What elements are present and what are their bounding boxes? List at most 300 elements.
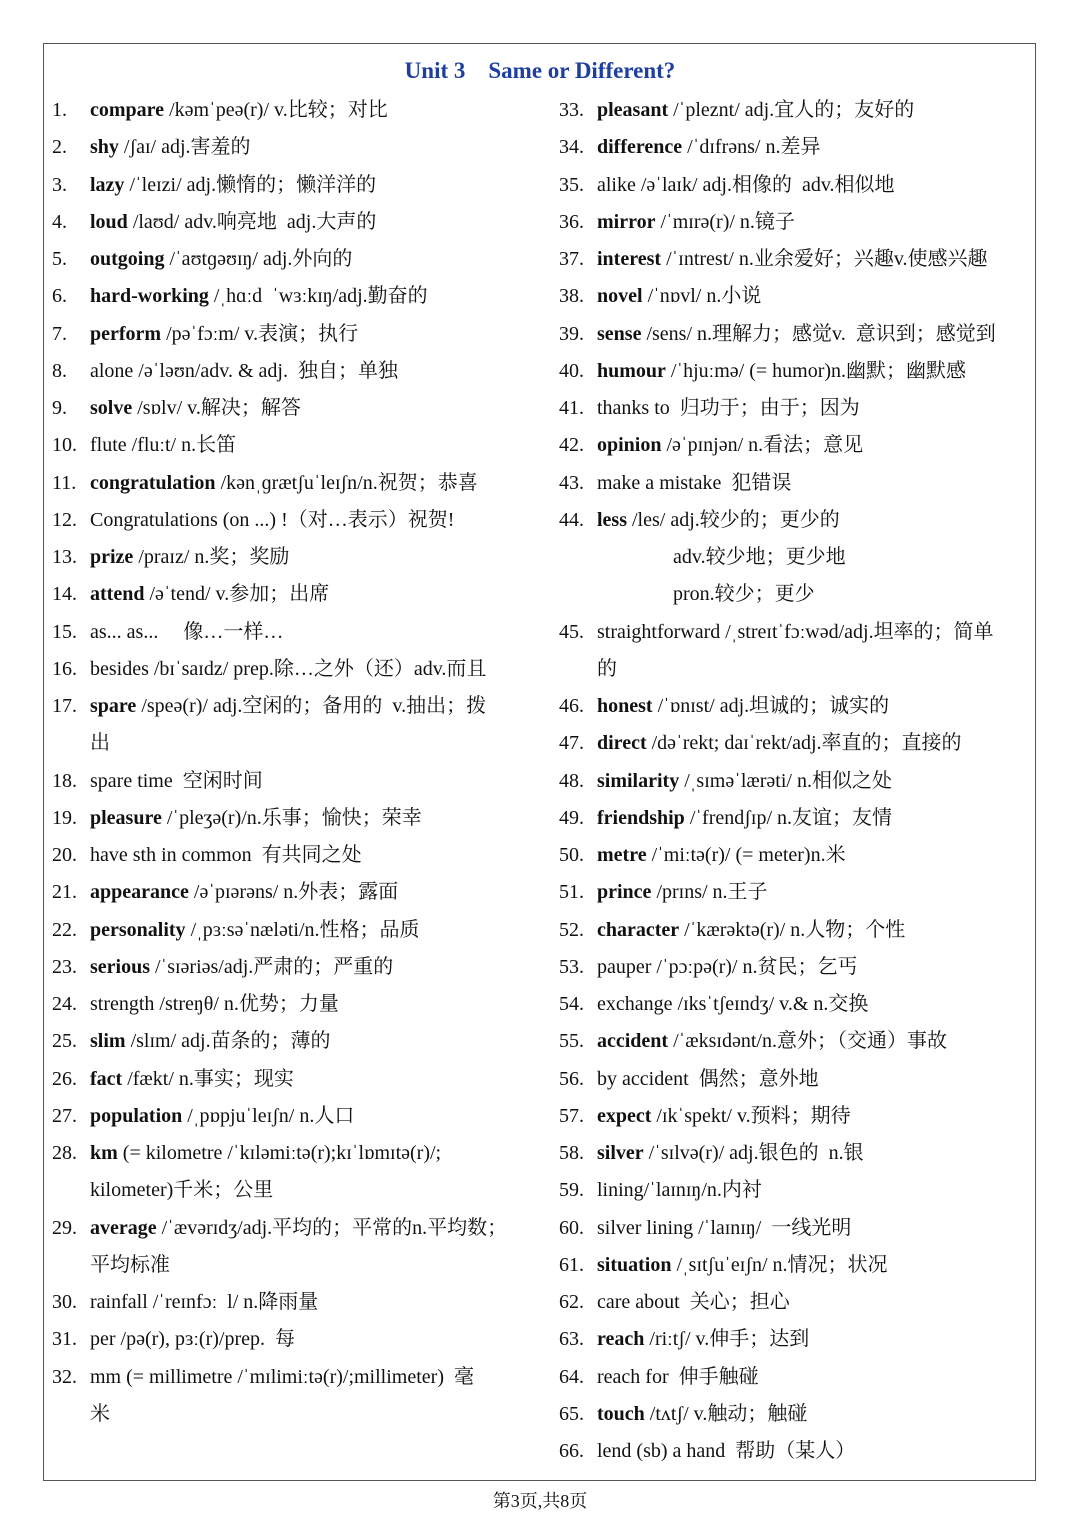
entry-text [597, 651, 617, 688]
entry-headword: prize [90, 546, 134, 568]
entry-number: 1. [52, 99, 67, 121]
vocab-entry [559, 427, 1031, 464]
entry-text [597, 1321, 809, 1358]
entry-definition: 的 [597, 657, 617, 680]
entry-text [597, 465, 791, 502]
entry-text [90, 1023, 331, 1060]
entry-definition: /ˌsɪtʃuˈeɪʃn/ n.情况；状况 [671, 1253, 888, 1276]
entry-definition: /sens/ n.理解力；感觉v. 意识到；感觉到 [641, 322, 996, 345]
entry-headword: touch [597, 1402, 645, 1425]
entry-text [597, 1284, 790, 1321]
entry-number: 27. [52, 1104, 77, 1127]
entry-definition: reach for 伸手触碰 [597, 1365, 759, 1388]
entry-text [597, 725, 962, 762]
entry-text [90, 1135, 441, 1172]
entry-number: 59. [559, 1179, 584, 1202]
entry-headword: friendship [597, 806, 685, 829]
entry-text [597, 167, 895, 204]
entry-definition: by accident 偶然；意外地 [597, 1067, 819, 1090]
entry-headword: accident [597, 1030, 669, 1053]
entry-headword: slim [90, 1030, 126, 1053]
entry-headword: honest [597, 695, 653, 717]
entry-number: 61. [559, 1253, 584, 1276]
entry-number: 50. [559, 844, 584, 866]
entry-definition: 出 [90, 732, 110, 755]
entry-definition: /ˈkærəktə(r)/ n.人物；个性 [679, 918, 906, 941]
entry-number: 14. [52, 583, 77, 606]
entry-headword: similarity [597, 769, 680, 792]
entry-headword: population [90, 1104, 183, 1127]
entry-number: 6. [52, 285, 67, 308]
vocab-entry [559, 539, 1031, 576]
vocab-entry [52, 427, 530, 464]
entry-number: 43. [559, 471, 584, 494]
entry-definition: besides /bɪˈsaɪdz/ prep.除…之外（还）adv.而且 [90, 657, 487, 680]
entry-text [90, 316, 358, 353]
entry-number: 2. [52, 136, 67, 159]
entry-definition: /ˈpleznt/ adj.宜人的；友好的 [668, 99, 915, 121]
entry-number: 9. [52, 397, 67, 419]
entry-definition: /ˈhjuːmə/ (= humor)n.幽默；幽默感 [665, 359, 967, 382]
entry-text [90, 651, 486, 688]
entry-headword: attend [90, 583, 145, 606]
entry-definition: /ˈsɪlvə(r)/ adj.银色的 n.银 [643, 1142, 864, 1164]
entry-number: 47. [559, 732, 584, 755]
entry-number: 52. [559, 918, 584, 941]
entry-number: 21. [52, 881, 77, 904]
entry-definition: /ˈæksɪdənt/n.意外；（交通）事故 [668, 1030, 947, 1053]
entry-headword: fact [90, 1067, 123, 1090]
entry-headword: novel [597, 285, 643, 308]
entry-definition: 平均标准 [90, 1253, 170, 1276]
entry-text [90, 353, 398, 390]
vocab-entry [559, 614, 1031, 651]
entry-definition: /ˈleɪzi/ adj.懒惰的；懒洋洋的 [124, 173, 377, 196]
vocab-entry [52, 912, 530, 949]
entry-text [597, 1359, 759, 1396]
entry-definition: lend (sb) a hand 帮助（某人） [597, 1440, 856, 1462]
vocab-entry [52, 1396, 530, 1433]
entry-headword: situation [597, 1253, 672, 1276]
entry-text [597, 1061, 819, 1098]
entry-number: 38. [559, 285, 584, 308]
entry-definition: spare time 空闲时间 [90, 769, 263, 792]
entry-number: 7. [52, 322, 67, 345]
entry-definition: /ˈsɪəriəs/adj.严肃的；严重的 [150, 955, 394, 978]
vocab-entry [52, 763, 530, 800]
entry-number: 26. [52, 1067, 77, 1090]
vocab-entry [52, 1284, 530, 1321]
entry-definition: /fækt/ n.事实；现实 [122, 1067, 294, 1090]
entry-definition: Congratulations (on ...) !（对…表示）祝贺! [90, 508, 455, 531]
entry-definition: care about 关心；担心 [597, 1291, 790, 1313]
entry-text [90, 912, 420, 949]
vocab-entry [52, 800, 530, 837]
entry-definition: have sth in common 有共同之处 [90, 844, 362, 866]
entry-number: 58. [559, 1142, 584, 1164]
entry-definition: 米 [90, 1402, 110, 1425]
entry-text [90, 800, 422, 837]
entry-text [90, 874, 398, 911]
entry-definition: /ˌpɒpjuˈleɪʃn/ n.人口 [182, 1104, 355, 1127]
vocab-entry [52, 614, 530, 651]
entry-definition: /tʌtʃ/ v.触动；触碰 [644, 1402, 808, 1425]
entry-headword: mirror [597, 210, 656, 233]
entry-definition: /əˈpɪərəns/ n.外表；露面 [188, 881, 399, 904]
entry-text [597, 614, 994, 651]
entry-number: 57. [559, 1104, 584, 1127]
vocab-entry [559, 92, 1031, 129]
entry-text [597, 837, 846, 874]
entry-definition: /slɪm/ adj.苗条的；薄的 [125, 1030, 331, 1053]
entry-text [90, 427, 236, 464]
vocab-entry [52, 725, 530, 762]
entry-headword: opinion [597, 434, 662, 457]
vocab-entry [559, 353, 1031, 390]
entry-number: 22. [52, 918, 77, 941]
vocab-entry [52, 278, 530, 315]
vocab-entry [559, 129, 1031, 166]
entry-text [90, 1321, 295, 1358]
vocab-entry [52, 1247, 530, 1284]
entry-number: 63. [559, 1328, 584, 1351]
entry-number: 35. [559, 173, 584, 196]
entry-headword: less [597, 508, 627, 531]
entry-definition: /laʊd/ adv.响亮地 adj.大声的 [127, 210, 377, 233]
entry-number: 48. [559, 769, 584, 792]
entry-headword: humour [597, 359, 666, 382]
vocab-entry [52, 651, 530, 688]
entry-headword: perform [90, 322, 162, 345]
entry-definition: /ˈmiːtə(r)/ (= meter)n.米 [646, 844, 846, 866]
vocab-entry [52, 1135, 530, 1172]
entry-definition: /kənˌɡrætʃuˈleɪʃn/n.祝贺；恭喜 [215, 471, 478, 494]
vocab-entry [52, 353, 530, 390]
entry-definition: straightforward /ˌstreɪtˈfɔːwəd/adj.坦率的；简单 [597, 620, 994, 643]
entry-number: 17. [52, 695, 77, 717]
entry-definition: /ˈmɪrə(r)/ n.镜子 [655, 210, 795, 233]
entry-definition: /sɒlv/ v.解决；解答 [132, 397, 301, 419]
entry-headword: personality [90, 918, 186, 941]
vocab-entry [52, 837, 530, 874]
entry-headword: metre [597, 844, 647, 866]
entry-definition: rainfall /ˈreɪnfɔː l/ n.降雨量 [90, 1291, 319, 1313]
entry-number: 44. [559, 508, 584, 531]
entry-number: 5. [52, 248, 67, 270]
vocab-entry [559, 167, 1031, 204]
entry-number: 56. [559, 1067, 584, 1090]
entry-text [90, 1098, 354, 1135]
entry-text [597, 1433, 855, 1470]
entry-definition: /ˈaʊtɡəʊɪŋ/ adj.外向的 [164, 248, 353, 270]
entry-number: 45. [559, 620, 584, 643]
vocab-entry [559, 800, 1031, 837]
entry-number: 51. [559, 881, 584, 904]
vocab-entry [52, 204, 530, 241]
vocab-entry [559, 316, 1031, 353]
entry-number: 53. [559, 955, 584, 978]
vocab-entry [52, 92, 530, 129]
entry-definition: thanks to 归功于；由于；因为 [597, 397, 860, 419]
entry-number: 16. [52, 657, 77, 680]
entry-number: 40. [559, 359, 584, 382]
entry-text [597, 986, 868, 1023]
entry-number: 34. [559, 136, 584, 159]
vocab-entry [559, 576, 1031, 613]
entry-definition: /ˈfrendʃɪp/ n.友谊；友情 [684, 806, 892, 829]
entry-number: 23. [52, 955, 77, 978]
entry-text [597, 427, 863, 464]
vocab-entry [52, 502, 530, 539]
entry-definition: strength /streŋθ/ n.优势；力量 [90, 993, 339, 1015]
entry-text [597, 688, 889, 725]
entry-number: 28. [52, 1142, 77, 1164]
entry-number: 37. [559, 248, 584, 270]
entry-text [90, 1359, 474, 1396]
entry-text [90, 539, 289, 576]
entry-text [90, 129, 251, 166]
entry-number: 8. [52, 359, 67, 382]
vocab-entry [52, 167, 530, 204]
vocab-entry [559, 1061, 1031, 1098]
entry-number: 30. [52, 1291, 77, 1313]
entry-number: 31. [52, 1328, 77, 1351]
entry-text [597, 763, 892, 800]
vocab-entry [559, 1321, 1031, 1358]
entry-text [90, 763, 263, 800]
entry-text [597, 800, 892, 837]
entry-text [90, 614, 283, 651]
entry-headword: shy [90, 136, 119, 159]
entry-definition: /ˈnɒvl/ n.小说 [642, 285, 762, 308]
entry-definition: adv.较少地；更少地 [673, 546, 846, 568]
entry-text [90, 1210, 507, 1247]
entry-text [90, 167, 376, 204]
vocab-entry [52, 539, 530, 576]
entry-number: 55. [559, 1030, 584, 1053]
entry-number: 41. [559, 397, 584, 419]
vocab-entry [559, 1247, 1031, 1284]
entry-number: 11. [52, 471, 77, 494]
entry-definition: /ˈævərɪdʒ/adj.平均的；平常的n.平均数； [156, 1216, 508, 1239]
entry-number: 24. [52, 993, 77, 1015]
entry-text [597, 874, 768, 911]
vocab-entry [559, 1172, 1031, 1209]
vocab-entry [52, 1210, 530, 1247]
entry-text [90, 837, 362, 874]
entry-text [597, 1135, 864, 1172]
entry-headword: silver [597, 1142, 644, 1164]
entry-number: 39. [559, 322, 584, 345]
vocab-entry [559, 837, 1031, 874]
entry-definition: per /pə(r), pɜː(r)/prep. 每 [90, 1328, 295, 1351]
entry-definition: lining/ˈlaɪnɪŋ/n.内衬 [597, 1179, 762, 1202]
vocab-entry [52, 465, 530, 502]
vocab-entry [559, 278, 1031, 315]
entry-number: 60. [559, 1216, 584, 1239]
entry-definition: /les/ adj.较少的；更少的 [627, 508, 840, 531]
entry-number: 20. [52, 844, 77, 866]
entry-number: 49. [559, 806, 584, 829]
entry-number: 65. [559, 1402, 584, 1425]
vocab-entry [559, 651, 1031, 688]
entry-text [597, 1098, 851, 1135]
entry-number: 64. [559, 1365, 584, 1388]
entry-headword: pleasure [90, 806, 162, 829]
entry-headword: sense [597, 322, 642, 345]
entry-headword: hard-working [90, 285, 209, 308]
entry-text [90, 1396, 110, 1433]
page-footer: 第3页,共8页 [492, 1491, 588, 1511]
entry-definition: /ˈɪntrest/ n.业余爱好；兴趣v.使感兴趣 [661, 248, 988, 270]
entry-definition: alone /əˈləʊn/adv. & adj. 独自；单独 [90, 359, 398, 382]
entry-headword: solve [90, 397, 133, 419]
entry-text [597, 912, 905, 949]
entry-text [90, 204, 376, 241]
vocab-entry [52, 949, 530, 986]
vocab-entry [559, 1135, 1031, 1172]
vocab-entry [559, 1359, 1031, 1396]
vocab-entry [559, 949, 1031, 986]
entry-headword: compare [90, 99, 165, 121]
entry-headword: serious [90, 955, 150, 978]
vocab-entry [52, 316, 530, 353]
vocab-entry [559, 725, 1031, 762]
vocab-entry [559, 1433, 1031, 1470]
entry-definition: /ˌsɪməˈlærəti/ n.相似之处 [679, 769, 892, 792]
vocab-entry [559, 1210, 1031, 1247]
vocab-entry [559, 390, 1031, 427]
entry-number: 54. [559, 993, 584, 1015]
entry-definition: pron.较少；更少 [673, 583, 815, 606]
entry-text [597, 1396, 807, 1433]
entry-definition: make a mistake 犯错误 [597, 471, 792, 494]
entry-number: 15. [52, 620, 77, 643]
vocab-entry [559, 912, 1031, 949]
entry-number: 19. [52, 806, 77, 829]
entry-headword: reach [597, 1328, 645, 1351]
entry-definition: kilometer)千米；公里 [90, 1179, 274, 1202]
entry-definition: pauper /ˈpɔːpə(r)/ n.贫民；乞丐 [597, 955, 858, 978]
vocab-entry [559, 1396, 1031, 1433]
vocab-entry [559, 465, 1031, 502]
entry-number: 3. [52, 173, 67, 196]
entry-definition: /speə(r)/ adj.空闲的；备用的 v.抽出；拨 [136, 695, 487, 717]
vocab-entry [559, 241, 1031, 278]
entry-text [90, 725, 110, 762]
entry-headword: pleasant [597, 99, 669, 121]
vocab-entry [52, 241, 530, 278]
vocab-entry [52, 688, 530, 725]
entry-text [90, 92, 388, 129]
entry-number: 66. [559, 1440, 584, 1462]
entry-text [597, 390, 860, 427]
entry-text [597, 92, 914, 129]
entry-number: 62. [559, 1291, 584, 1313]
entry-number: 42. [559, 434, 584, 457]
entry-definition: /əˈtend/ v.参加；出席 [144, 583, 330, 606]
entry-text [90, 949, 393, 986]
vocab-entry [52, 1098, 530, 1135]
entry-text [90, 1284, 318, 1321]
entry-definition: mm (= millimetre /ˈmɪlimiːtə(r)/;millimeter) 毫 [90, 1365, 474, 1388]
entry-text [90, 688, 486, 725]
entry-definition: flute /fluːt/ n.长笛 [90, 434, 237, 457]
entry-text [673, 539, 846, 576]
entry-text [673, 576, 815, 613]
entry-text [90, 465, 478, 502]
entry-definition: alike /əˈlaɪk/ adj.相像的 adv.相似地 [597, 173, 895, 196]
entry-definition: /ˌhɑːd ˈwɜːkɪŋ/adj.勤奋的 [208, 285, 428, 308]
entry-text [597, 502, 840, 539]
vocab-entry [559, 1284, 1031, 1321]
entry-definition: /ˈɒnɪst/ adj.坦诚的；诚实的 [652, 695, 890, 717]
entry-definition: exchange /ɪksˈtʃeɪndʒ/ v.& n.交换 [597, 993, 869, 1015]
entry-definition: /prɪns/ n.王子 [651, 881, 768, 904]
entry-number: 29. [52, 1216, 77, 1239]
entry-definition: /ʃaɪ/ adj.害羞的 [118, 136, 251, 159]
entry-definition: /dəˈrekt; daɪˈrekt/adj.率直的；直接的 [646, 732, 962, 755]
vocab-entry [559, 763, 1031, 800]
entry-text [90, 1061, 294, 1098]
entry-definition: /əˈpɪnjən/ n.看法；意见 [661, 434, 864, 457]
entry-definition: (= kilometre /ˈkɪləmiːtə(r);kɪˈlɒmɪtə(r)/; [117, 1142, 442, 1164]
entry-text [90, 986, 339, 1023]
entry-text [90, 390, 301, 427]
entry-text [597, 949, 857, 986]
entry-text [90, 502, 454, 539]
vocab-entry [52, 1172, 530, 1209]
entry-headword: spare [90, 695, 137, 717]
entry-definition: /ˈdɪfrəns/ n.差异 [682, 136, 821, 159]
entry-number: 46. [559, 695, 584, 717]
entry-definition: as... as... 像…一样… [90, 620, 284, 643]
entry-definition: /ˈpleʒə(r)/n.乐事；愉快；荣幸 [161, 806, 422, 829]
entry-headword: difference [597, 136, 683, 159]
vocab-entry [52, 576, 530, 613]
vocab-entry [559, 688, 1031, 725]
entry-number: 33. [559, 99, 584, 121]
vocab-entry [52, 129, 530, 166]
entry-text [90, 278, 428, 315]
vocab-entry [52, 874, 530, 911]
vocab-entry [559, 502, 1031, 539]
entry-headword: km [90, 1142, 118, 1164]
entry-number: 36. [559, 210, 584, 233]
vocab-entry [52, 1359, 530, 1396]
entry-headword: interest [597, 248, 662, 270]
entry-text [597, 1247, 888, 1284]
vocab-entry [559, 1098, 1031, 1135]
vocab-entry [559, 874, 1031, 911]
entry-definition: /praɪz/ n.奖；奖励 [133, 546, 290, 568]
entry-text [597, 1172, 762, 1209]
vocab-column-right [559, 92, 1031, 1470]
entry-headword: character [597, 918, 680, 941]
entry-number: 12. [52, 508, 77, 531]
entry-definition: /riːtʃ/ v.伸手；达到 [644, 1328, 810, 1351]
entry-text [90, 1247, 170, 1284]
entry-text [597, 1023, 947, 1060]
vocab-entry [559, 1023, 1031, 1060]
entry-text [597, 204, 795, 241]
vocab-entry [559, 204, 1031, 241]
entry-number: 4. [52, 210, 67, 233]
entry-text [90, 241, 352, 278]
vocab-entry [52, 1061, 530, 1098]
entry-definition: /kəmˈpeə(r)/ v.比较；对比 [164, 99, 388, 121]
page-title: Unit 3 Same or Different? [404, 58, 676, 83]
